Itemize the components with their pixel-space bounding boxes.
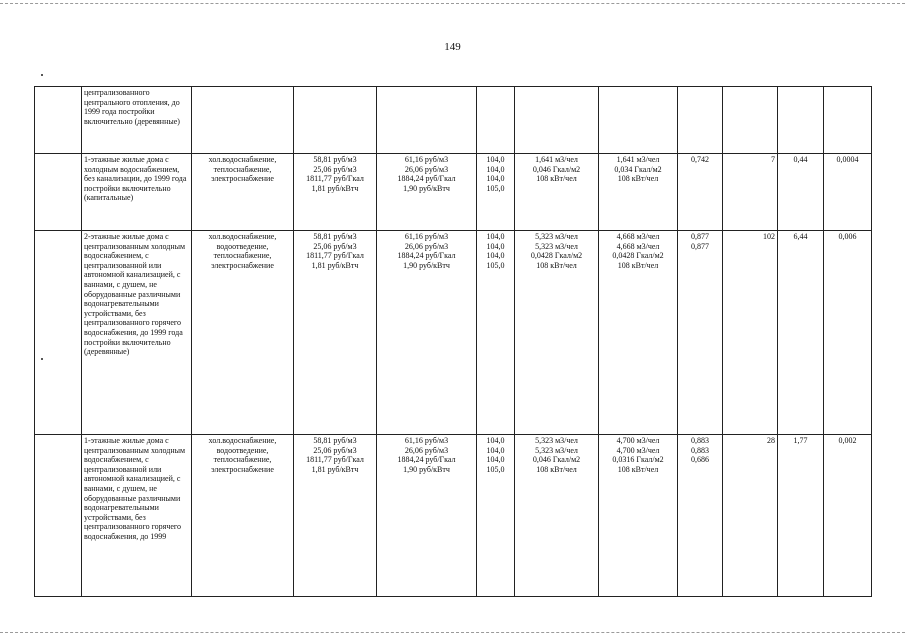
count-value: 28 <box>767 436 775 445</box>
tariff-line: 25,06 руб/м3 <box>313 445 357 455</box>
norm-line: 5,323 м3/чел <box>535 445 578 455</box>
share-cell <box>824 154 872 231</box>
index-line: 105,0 <box>486 260 505 270</box>
tariff-next-cell <box>377 154 477 231</box>
service-line: теплоснабжение, <box>213 455 272 465</box>
category-cell <box>82 154 192 231</box>
tariff-cell <box>294 154 377 231</box>
coefficient-line: 0,883 <box>691 445 709 455</box>
tariff-line: 1,81 руб/кВтч <box>311 183 359 193</box>
norm-line: 0,0316 Гкал/м2 <box>612 455 664 465</box>
index-cell <box>477 435 515 597</box>
coefficient-line: 0,883 <box>691 436 709 445</box>
share-cell <box>824 87 872 154</box>
tariff-line: 26,06 руб/м3 <box>404 241 449 251</box>
norm-line: 0,0428 Гкал/м2 <box>530 251 583 261</box>
count-value: 102 <box>763 232 775 241</box>
index-line: 104,0 <box>486 445 505 455</box>
scan-edge-bottom <box>0 632 905 633</box>
index-cell <box>477 231 515 435</box>
count-cell <box>723 231 778 435</box>
category-cell <box>82 435 192 597</box>
index-line: 105,0 <box>486 183 505 193</box>
tariff-line: 25,06 руб/м3 <box>313 241 357 251</box>
norm-cell <box>515 435 599 597</box>
service-line: хол.водоснабжение, <box>208 232 277 241</box>
service-line: электроснабжение <box>211 174 274 184</box>
index-line: 104,0 <box>486 164 505 174</box>
value-cell <box>778 87 824 154</box>
index-line: 104,0 <box>486 241 505 251</box>
norm-line: 0,034 Гкал/м2 <box>614 164 662 174</box>
norm-line: 5,323 м3/чел <box>535 436 578 445</box>
tariff-cell <box>294 435 377 597</box>
norm-line: 108 кВт/чел <box>617 260 659 270</box>
service-line: хол.водоснабжение, <box>208 155 277 164</box>
service-line: водоотведение, <box>216 445 269 455</box>
tariff-line: 26,06 руб/м3 <box>404 164 449 174</box>
share-value: 0,002 <box>838 436 857 445</box>
coefficient-line: 0,686 <box>691 455 709 465</box>
category-cell <box>82 231 192 435</box>
service-line: водоотведение, <box>216 241 269 251</box>
services-cell <box>192 435 294 597</box>
tariff-line: 1,81 руб/кВтч <box>311 464 359 474</box>
share-cell <box>824 435 872 597</box>
index-cell <box>477 154 515 231</box>
norm-cell <box>515 154 599 231</box>
table-row <box>35 154 872 231</box>
table-row <box>35 87 872 154</box>
value-text: 6,44 <box>793 232 808 241</box>
norm-line: 4,700 м3/чел <box>616 445 660 455</box>
margin-cell <box>35 87 82 154</box>
norm-line: 108 кВт/чел <box>617 464 659 474</box>
category-text: централизованного центрального отопления, до 1999 года постройки включительно (деревянные) <box>84 88 180 126</box>
norm-line: 5,323 м3/чел <box>535 241 578 251</box>
tariff-next-cell <box>377 231 477 435</box>
share-cell <box>824 231 872 435</box>
service-line: электроснабжение <box>211 464 274 474</box>
page-number: 149 <box>444 41 461 53</box>
norm-line: 0,046 Гкал/м2 <box>532 164 581 174</box>
index-line: 104,0 <box>486 251 505 261</box>
tariff-line: 1884,24 руб/Гкал <box>397 251 456 261</box>
category-text: 1-этажные жилые дома с холодным водоснабжением, без канализации, до 1999 года постройки включительно (капитальные) <box>84 155 187 203</box>
tariff-cell <box>294 231 377 435</box>
service-line: теплоснабжение, <box>213 251 272 261</box>
tariff-next-cell <box>377 435 477 597</box>
value-text: 1,77 <box>793 436 808 445</box>
services-cell <box>192 87 294 154</box>
norm-next-cell <box>599 87 678 154</box>
norm-cell <box>515 87 599 154</box>
index-cell <box>477 87 515 154</box>
scan-speck <box>41 74 43 76</box>
tariff-line: 61,16 руб/м3 <box>404 155 449 164</box>
tariff-line: 1884,24 руб/Гкал <box>397 455 456 465</box>
norm-line: 5,323 м3/чел <box>535 232 578 241</box>
norm-line: 4,700 м3/чел <box>616 436 660 445</box>
count-cell <box>723 154 778 231</box>
index-line: 104,0 <box>486 155 505 164</box>
margin-cell <box>35 154 82 231</box>
share-value: 0,0004 <box>836 155 859 164</box>
count-cell <box>723 435 778 597</box>
tariff-cell <box>294 87 377 154</box>
coefficient-cell <box>678 435 723 597</box>
norm-next-cell <box>599 154 678 231</box>
tariff-next-cell <box>377 87 477 154</box>
index-line: 104,0 <box>486 436 505 445</box>
tariff-line: 58,81 руб/м3 <box>313 232 357 241</box>
norm-line: 1,641 м3/чел <box>535 155 578 164</box>
services-cell <box>192 231 294 435</box>
table-row <box>35 435 872 597</box>
category-cell <box>82 87 192 154</box>
norm-line: 4,668 м3/чел <box>616 232 660 241</box>
coefficient-line: 0,877 <box>691 232 709 241</box>
tariff-line: 1811,77 руб/Гкал <box>306 455 364 465</box>
tariff-line: 58,81 руб/м3 <box>313 436 357 445</box>
coefficient-cell <box>678 154 723 231</box>
coefficient-line: 0,742 <box>691 155 709 164</box>
category-text: 2-этажные жилые дома с централизованным холодным водоснабжением, с централизованной или автономной канализацией, с ваннами, с душем, не оборудованные различными водонагревательными устройствами, без централизованного горячего водоснабжения, до 1999 года постройки включительно (деревянные) <box>84 232 186 357</box>
index-line: 104,0 <box>486 232 505 241</box>
value-cell <box>778 154 824 231</box>
count-value: 7 <box>771 155 775 164</box>
service-line: электроснабжение <box>211 260 274 270</box>
scan-edge-top <box>0 3 905 4</box>
margin-cell <box>35 435 82 597</box>
norm-next-cell <box>599 231 678 435</box>
tariff-line: 58,81 руб/м3 <box>313 155 357 164</box>
index-line: 105,0 <box>486 464 505 474</box>
category-text: 1-этажные жилые дома с централизованным холодным водоснабжением, с централизованной или автономной канализацией, с ваннами, с душем, не оборудованные различными водонагревательными устройствами, без централизованного горячего водоснабжения, до 1999 <box>84 436 186 541</box>
tariff-line: 1,90 руб/кВтч <box>403 183 450 193</box>
index-line: 104,0 <box>486 174 505 184</box>
coefficient-cell <box>678 87 723 154</box>
tariff-table <box>34 86 872 597</box>
tariff-line: 1,90 руб/кВтч <box>403 260 450 270</box>
tariff-line: 61,16 руб/м3 <box>404 232 449 241</box>
tariff-line: 25,06 руб/м3 <box>313 164 357 174</box>
norm-line: 0,0428 Гкал/м2 <box>612 251 664 261</box>
tariff-line: 1,81 руб/кВтч <box>311 260 359 270</box>
value-cell <box>778 435 824 597</box>
norm-line: 108 кВт/чел <box>536 174 577 184</box>
service-line: теплоснабжение, <box>213 164 272 174</box>
tariff-line: 1,90 руб/кВтч <box>403 464 450 474</box>
value-text: 0,44 <box>793 155 808 164</box>
value-cell <box>778 231 824 435</box>
share-value: 0,006 <box>838 232 857 241</box>
norm-line: 108 кВт/чел <box>536 260 577 270</box>
norm-next-cell <box>599 435 678 597</box>
tariff-line: 1811,77 руб/Гкал <box>306 251 364 261</box>
tariff-line: 1884,24 руб/Гкал <box>397 174 456 184</box>
coefficient-cell <box>678 231 723 435</box>
coefficient-line: 0,877 <box>691 241 709 251</box>
service-line: хол.водоснабжение, <box>208 436 277 445</box>
index-line: 104,0 <box>486 455 505 465</box>
norm-line: 108 кВт/чел <box>536 464 577 474</box>
norm-line: 0,046 Гкал/м2 <box>532 455 581 465</box>
norm-line: 4,668 м3/чел <box>616 241 660 251</box>
norm-line: 108 кВт/чел <box>617 174 659 184</box>
norm-cell <box>515 231 599 435</box>
margin-cell <box>35 231 82 435</box>
services-cell <box>192 154 294 231</box>
table-row <box>35 231 872 435</box>
count-cell <box>723 87 778 154</box>
norm-line: 1,641 м3/чел <box>616 155 660 164</box>
tariff-line: 61,16 руб/м3 <box>404 436 449 445</box>
tariff-line: 26,06 руб/м3 <box>404 445 449 455</box>
tariff-line: 1811,77 руб/Гкал <box>306 174 364 184</box>
